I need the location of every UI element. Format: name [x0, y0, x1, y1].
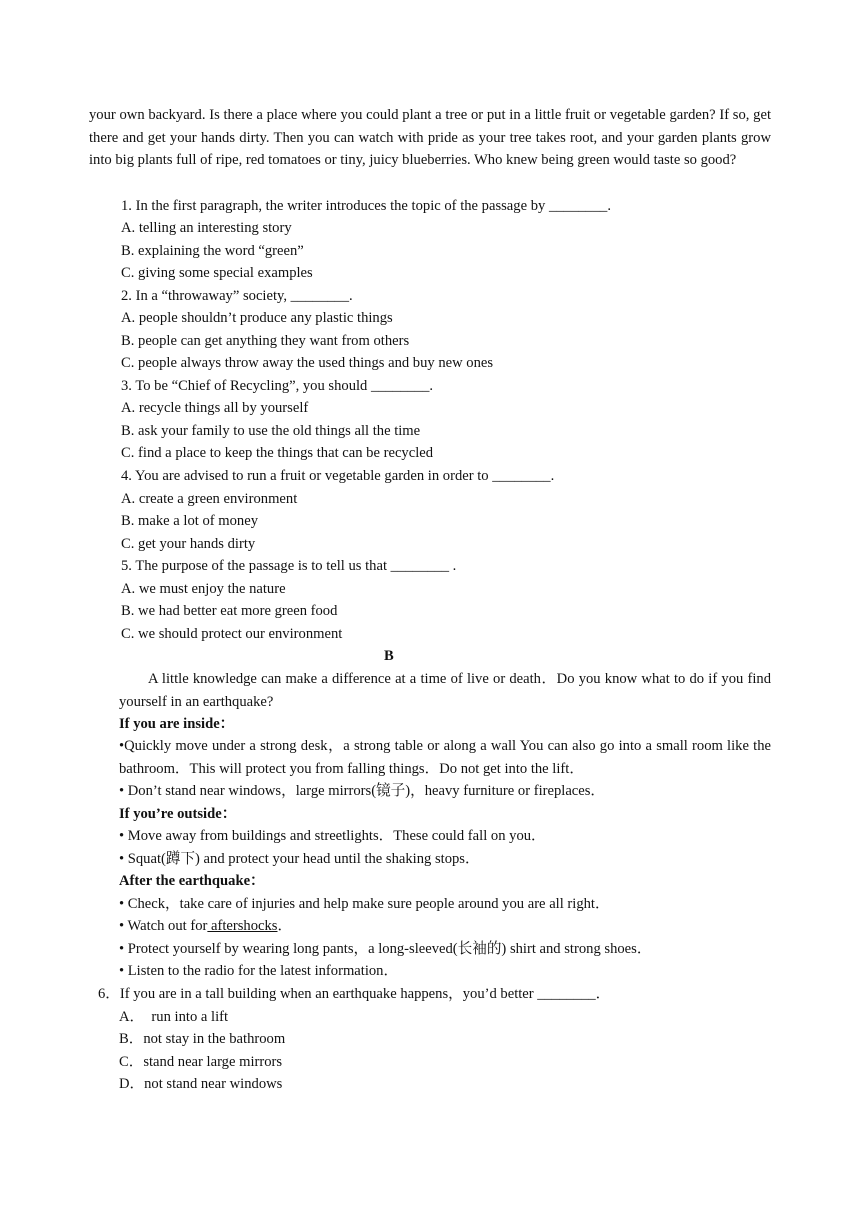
- inside-bullet-1: •Quickly move under a strong desk，a strong table or along a wall You can also go into a small room like the bathroom．This will protect you from falling things．Do not get into the lift．: [119, 738, 771, 777]
- question-6-option-c: C．stand near large mirrors: [119, 1054, 283, 1070]
- question-4-option-b: B. make a lot of money: [121, 513, 258, 529]
- question-6-option-d: D．not stand near windows: [119, 1076, 283, 1092]
- question-2-option-a: A. people shouldn’t produce any plastic things: [121, 310, 393, 326]
- question-5-option-b: B. we had better eat more green food: [121, 603, 338, 619]
- aftershocks-underlined: aftershocks: [207, 918, 278, 934]
- question-6-stem: 6．If you are in a tall building when an earthquake happens，you’d better ________．: [98, 986, 611, 1002]
- question-3-option-b: B. ask your family to use the old things all the time: [121, 423, 421, 439]
- section-b-intro: A little knowledge can make a difference at a time of live or death．Do you know what to do if you find yourself in an earthquake?: [119, 671, 771, 710]
- after-bullet-4: • Listen to the radio for the latest information．: [119, 963, 399, 979]
- question-6-option-a: A． run into a lift: [119, 1009, 229, 1025]
- question-5-option-a: A. we must enjoy the nature: [121, 581, 286, 597]
- after-heading: After the earthquake：: [119, 873, 265, 889]
- question-1-option-b: B. explaining the word “green”: [121, 243, 304, 259]
- inside-bullet-2: • Don’t stand near windows，large mirrors(镜子)，heavy furniture or fireplaces．: [119, 783, 606, 799]
- question-4-option-c: C. get your hands dirty: [121, 536, 256, 552]
- question-3-option-a: A. recycle things all by yourself: [121, 400, 309, 416]
- outside-bullet-2: • Squat(蹲下) and protect your head until the shaking stops．: [119, 851, 480, 867]
- question-2-option-b: B. people can get anything they want from others: [121, 333, 410, 349]
- outside-bullet-1: • Move away from buildings and streetlights．These could fall on you．: [119, 828, 546, 844]
- question-2-option-c: C. people always throw away the used things and buy new ones: [121, 355, 494, 371]
- question-4-stem: 4. You are advised to run a fruit or vegetable garden in order to ________.: [121, 468, 555, 484]
- question-5-option-c: C. we should protect our environment: [121, 626, 343, 642]
- question-3-option-c: C. find a place to keep the things that can be recycled: [121, 445, 434, 461]
- section-b-heading: B: [384, 648, 394, 664]
- after-bullet-2-text: • Watch out for: [119, 918, 208, 934]
- outside-heading: If you’re outside：: [119, 806, 237, 822]
- question-5-stem: 5. The purpose of the passage is to tell us that ________ .: [121, 558, 457, 574]
- question-4-option-a: A. create a green environment: [121, 491, 298, 507]
- question-3-stem: 3. To be “Chief of Recycling”, you should ________.: [121, 378, 434, 394]
- inside-heading: If you are inside：: [119, 716, 235, 732]
- after-bullet-1: • Check，take care of injuries and help make sure people around you are all right．: [119, 896, 610, 912]
- after-bullet-2-end: ．: [277, 918, 293, 934]
- question-2-stem: 2. In a “throwaway” society, ________.: [121, 288, 353, 304]
- question-1-option-c: C. giving some special examples: [121, 265, 313, 281]
- passage-a-ending: your own backyard. Is there a place where you could plant a tree or put in a little fruit or vegetable garden? If so, get there and get your hands dirty. Then you can watch with pride as your tree takes root, and your garden plants grow into big plants full of ripe, red tomatoes or tiny, juicy blueberries. Who knew being green would taste so good?: [89, 107, 771, 168]
- question-1-option-a: A. telling an interesting story: [121, 220, 292, 236]
- question-6-option-b: B．not stay in the bathroom: [119, 1031, 286, 1047]
- after-bullet-2: [119, 915, 292, 938]
- question-1-stem: 1. In the first paragraph, the writer introduces the topic of the passage by ________.: [121, 198, 611, 214]
- after-bullet-3: • Protect yourself by wearing long pants，a long-sleeved(长袖的) shirt and strong shoes．: [119, 941, 652, 957]
